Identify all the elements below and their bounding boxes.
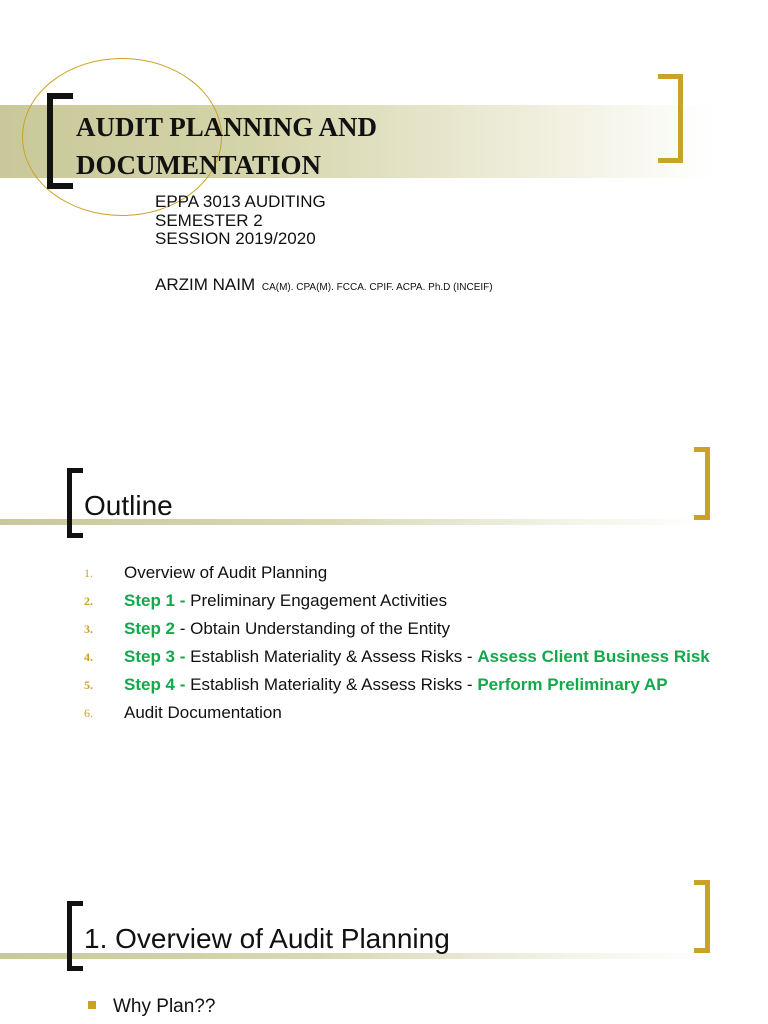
list-text: Establish Materiality & Assess Risks -	[190, 647, 478, 666]
right-bracket-icon	[658, 74, 683, 163]
semester: SEMESTER 2	[155, 210, 263, 230]
list-item	[84, 702, 734, 724]
list-text: - Obtain Understanding of the Entity	[175, 619, 451, 638]
overview-heading: 1. Overview of Audit Planning	[84, 923, 450, 954]
author-credentials: CA(M). CPA(M). FCCA. CPIF. ACPA. Ph.D (INCEIF)	[261, 282, 493, 293]
course-info	[155, 193, 326, 249]
outline-heading: Outline	[84, 490, 173, 521]
bullet-item	[88, 996, 215, 1018]
step-label: Step 3 -	[124, 647, 191, 666]
list-number: 2.	[84, 594, 93, 608]
list-text: Audit Documentation	[124, 703, 282, 722]
left-bracket-icon	[47, 93, 73, 189]
list-number: 3.	[84, 622, 93, 636]
list-text: Establish Materiality & Assess Risks -	[190, 675, 478, 694]
list-number: 1.	[84, 566, 93, 580]
step-label: Step 1 -	[124, 591, 191, 610]
outline-list	[84, 562, 734, 730]
session: SESSION 2019/2020	[155, 229, 316, 248]
list-item	[84, 590, 734, 612]
title-line-1: AUDIT PLANNING AND	[76, 112, 378, 142]
list-text: Preliminary Engagement Activities	[190, 591, 448, 610]
highlight-text: Perform Preliminary AP	[477, 675, 668, 694]
highlight-text: Assess Client Business Risk	[477, 647, 710, 666]
bullet-text: Why Plan??	[113, 996, 216, 1017]
left-bracket-icon	[67, 468, 83, 538]
left-bracket-icon	[67, 901, 83, 971]
slide1-title	[76, 108, 377, 184]
list-number: 4.	[84, 650, 93, 664]
step-label: Step 4 -	[124, 675, 191, 694]
list-item	[84, 646, 734, 668]
list-number: 6.	[84, 706, 93, 720]
list-text: Overview of Audit Planning	[124, 563, 328, 582]
title-line-2: DOCUMENTATION	[76, 150, 322, 180]
list-item	[84, 674, 734, 696]
step-label: Step 2	[124, 619, 176, 638]
course-code: EPPA 3013 AUDITING	[155, 192, 326, 211]
square-bullet-icon	[88, 1001, 96, 1009]
author-name: ARZIM NAIM	[155, 275, 256, 294]
list-item	[84, 618, 734, 640]
list-item	[84, 562, 734, 584]
author-line	[155, 275, 493, 295]
right-bracket-icon	[694, 447, 710, 520]
list-number: 5.	[84, 678, 93, 692]
right-bracket-icon	[694, 880, 710, 953]
